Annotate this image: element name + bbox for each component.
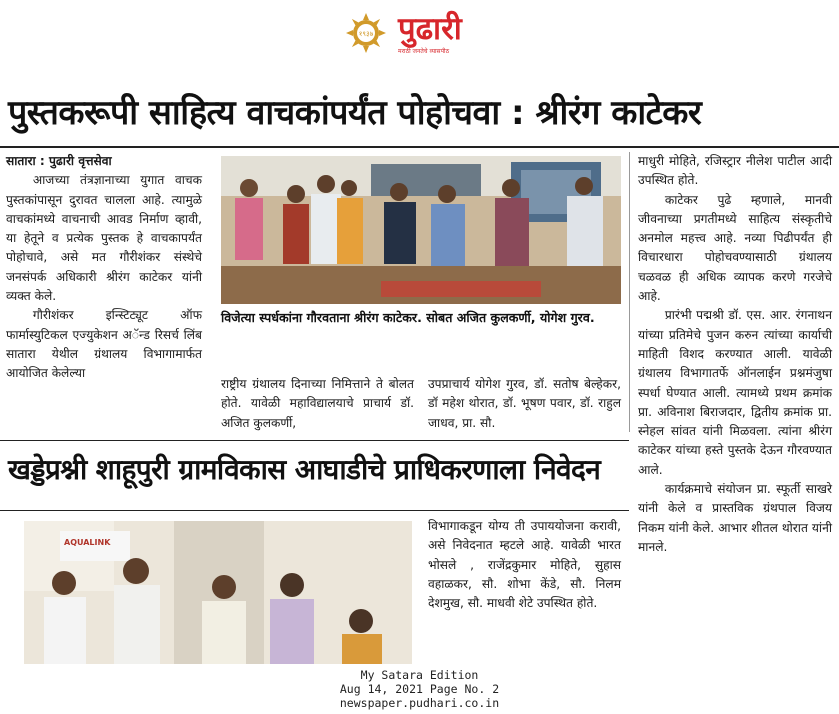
article-1-photo: [221, 156, 621, 304]
paragraph: माधुरी मोहिते, रजिस्ट्रार नीलेश पाटील आदी उपस्थित होते.: [638, 154, 832, 188]
article-2-body: विभागाकडून योग्य ती उपाययोजना करावी, असे निवेदनात म्हटले आहे. यावेळी भारत भोसले , राजेंद्रकुमार मोहिते, सुहास वहाळकर, सौ. शोभा केंडे, सौ. निलम देशमुख, सौ. माधवी शेटे उपस्थित होते.: [428, 519, 621, 611]
emblem-icon: [345, 12, 387, 54]
logo-text: पुढारी: [398, 11, 462, 47]
headline-rule: [0, 146, 839, 148]
logo-tagline: मराठी जनतेचे व्यासपीठ: [398, 48, 450, 55]
edition-footer: [0, 668, 839, 710]
article-1-col-4: [638, 152, 832, 557]
edition-name: My Satara Edition: [360, 668, 479, 682]
article-1-headline: पुस्तकरूपी साहित्य वाचकांपर्यंत पोहोचवा : श्रीरंग काटेकर: [8, 93, 702, 133]
paragraph: प्रारंभी पद्मश्री डॉ. एस. आर. रंगनाथन यांच्या प्रतिमेचे पुजन करुन त्यांच्या कार्याची माहिती विशद करण्यात आली. यावेळी ग्रंथालय विभागातर्फे ऑनलाईन प्रश्नमंजुषा स्पर्धा घेण्यात आली. त्यामध्ये प्रथम क्रमांक प्रा. अविनाश बिराजदार, द्वितीय क्रमांक प्रा. स्नेहल सांवत यांनी मिळवला. त्यांना श्रीरंग काटेकर यांच्या हस्ते पुस्तके देऊन गौरवण्यात आले.: [638, 308, 832, 477]
paragraph: कार्यक्रमाचे संयोजन प्रा. स्फूर्ती साखरे यांनी केले व प्रास्तविक ग्रंथपाल विजय निकम यांनी केले. आभार शीतल थोरात यांनी मानले.: [638, 482, 832, 554]
dateline: सातारा : पुढारी वृत्तसेवा: [6, 154, 112, 168]
headline-rule: [0, 510, 629, 511]
article-1-caption: विजेत्या स्पर्धकांना गौरवताना श्रीरंग काटेकर. सोबत अजित कुलकर्णी, योगेश गुरव.: [221, 310, 595, 325]
masthead: [340, 8, 510, 58]
paragraph: गौरीशंकर इन्स्टिट्यूट ऑफ फार्मास्युटिकल एज्युकेशन अॅन्ड रिसर्च लिंब सातारा येथील ग्रंथालय विभागामार्फत आयोजित केलेल्या: [6, 308, 202, 381]
article-2-headline: खड्डेप्रश्नी शाहूपुरी ग्रामविकास आघाडीचे प्राधिकरणाला निवेदन: [8, 453, 601, 486]
paragraph: काटेकर पुढे म्हणाले, मानवी जीवनाच्या प्रगतीमध्ये साहित्य संस्कृतीचे अनमोल महत्त्व आहे. नव्या पिढीपर्यंत ही विचारधारा पोहोचवण्यासाठी ग्रंथालय चळवळ ही अधिक व्यापक करणे गरजेचे आहे.: [638, 192, 832, 304]
paragraph: आजच्या तंत्रज्ञानाच्या युगात वाचक पुस्तकांपासून दुरावत चालला आहे. त्यामुळे वाचकांमध्ये वाचनाची आवड निर्माण व्हावी, या हेतूने व प्रत्येक पुस्तक हे वाचकापर्यंत पोहोचावे, असे मत गौरीशंकर संस्थेचे जनसंपर्क अधिकारी श्रीरंग काटेकर यांनी व्यक्त केले.: [6, 173, 202, 304]
svg-text:१९३७: १९३७: [358, 30, 374, 38]
edition-date: Aug 14, 2021 Page No. 2: [339, 682, 500, 696]
article-1-col-2: राष्ट्रीय ग्रंथालय दिनाच्या निमित्ताने ते बोलत होते. यावेळी महाविद्यालयाचे प्राचार्य डॉ. अजित कुलकर्णी,: [221, 377, 414, 430]
section-rule: [0, 440, 629, 441]
logo-wordmark: [398, 10, 508, 56]
article-1-col-1: [6, 152, 202, 384]
edition-url: newspaper.pudhari.co.in: [339, 696, 500, 710]
column-rule: [629, 152, 630, 432]
article-1-col-3: उपप्राचार्य योगेश गुरव, डॉ. सतोष बेल्हेकर, डॉ महेश थोरात, डॉ. भूषण पवार, डॉ. राहुल जाधव, प्रा. सौ.: [428, 377, 621, 430]
svg-text:AQUALINK: AQUALINK: [64, 538, 111, 547]
article-2-photo: [24, 521, 412, 664]
